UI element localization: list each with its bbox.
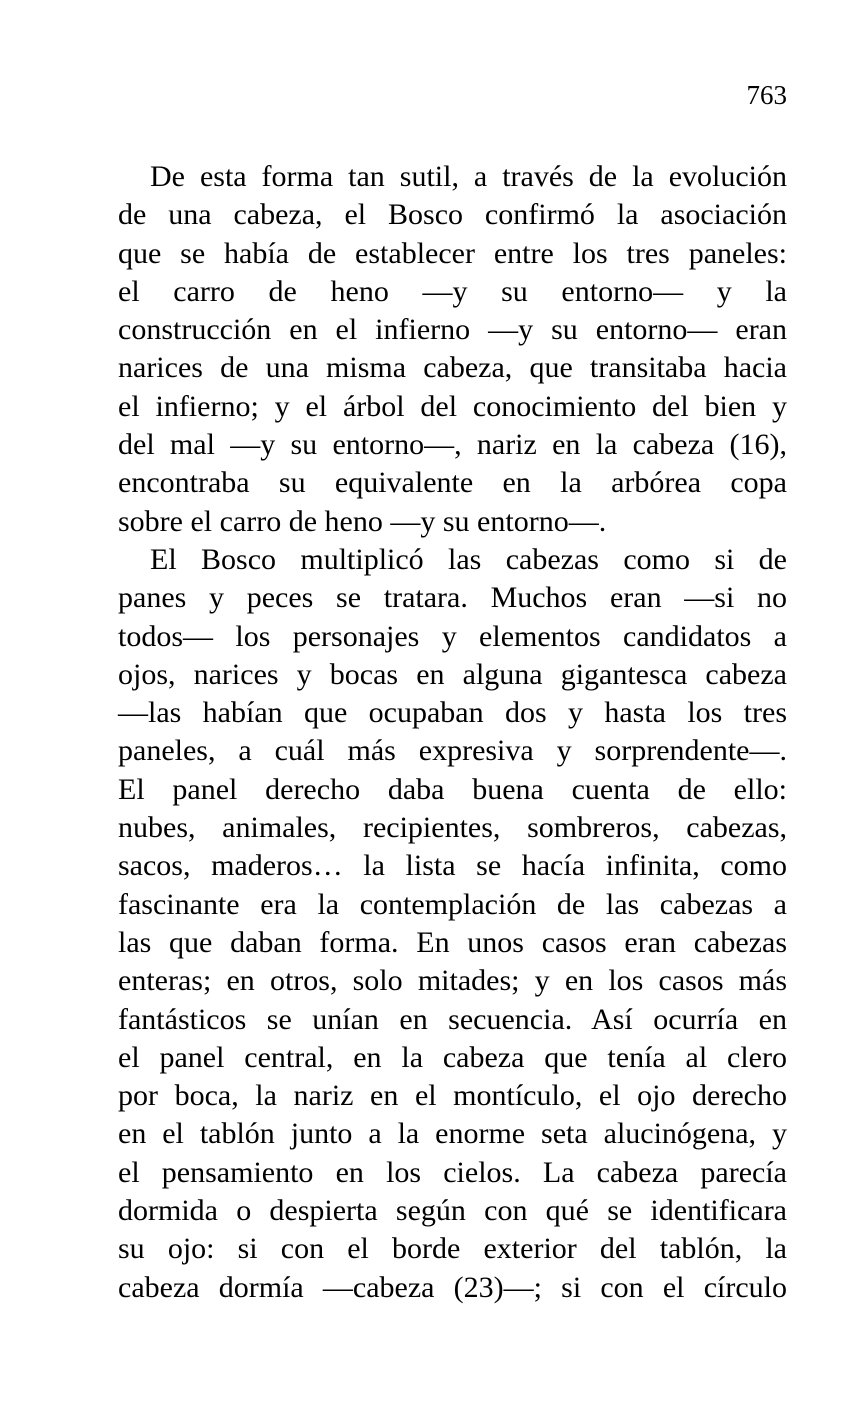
- text-line: que se había de establecer entre los tres paneles:: [118, 236, 787, 270]
- text-line: las que daban forma. En unos casos eran cabezas: [118, 925, 787, 959]
- text-line: por boca, la nariz en el montículo, el ojo derecho: [118, 1079, 787, 1113]
- text-line: el carro de heno —y su entorno— y la: [118, 274, 787, 308]
- text-line: De esta forma tan sutil, a través de la evolución: [150, 160, 787, 193]
- text-line: panes y peces se tratara. Muchos eran —si no: [118, 581, 787, 615]
- text-line: ojos, narices y bocas en alguna gigantesca cabeza: [118, 657, 787, 691]
- text-line: dormida o despierta según con qué se identificara: [118, 1194, 787, 1228]
- text-line: narices de una misma cabeza, que transitaba hacia: [118, 351, 787, 385]
- text-line: el infierno; y el árbol del conocimiento del bien y: [118, 389, 787, 423]
- text-line: sacos, maderos… la lista se hacía infinita, como: [118, 849, 787, 883]
- text-line: El Bosco multiplicó las cabezas como si de: [150, 542, 787, 576]
- text-line: del mal —y su entorno—, nariz en la cabeza (16),: [118, 428, 787, 462]
- text-line: el panel central, en la cabeza que tenía al clero: [118, 1040, 787, 1074]
- text-line: enteras; en otros, solo mitades; y en los casos más: [118, 964, 787, 998]
- text-line: El panel derecho daba buena cuenta de ello:: [118, 772, 787, 806]
- text-line: construcción en el infierno —y su entorno— eran: [118, 313, 787, 347]
- text-line: —las habían que ocupaban dos y hasta los tres: [118, 696, 787, 730]
- text-line: sobre el carro de heno —y su entorno—.: [118, 504, 607, 538]
- paragraph-2: [118, 541, 787, 1307]
- text-line: en el tablón junto a la enorme seta alucinógena, y: [118, 1117, 787, 1151]
- text-line: fascinante era la contemplación de las cabezas a: [118, 887, 787, 921]
- text-line: su ojo: si con el borde exterior del tablón, la: [118, 1232, 787, 1266]
- text-line: todos— los personajes y elementos candidatos a: [118, 619, 787, 653]
- text-line: cabeza dormía —cabeza (23)—; si con el círculo: [118, 1270, 787, 1304]
- text-line: fantásticos se unían en secuencia. Así ocurría en: [118, 1002, 787, 1036]
- text-line: nubes, animales, recipientes, sombreros, cabezas,: [118, 811, 787, 845]
- text-line: encontraba su equivalente en la arbórea copa: [118, 466, 787, 500]
- text-line: paneles, a cuál más expresiva y sorprendente—.: [118, 734, 787, 768]
- text-line: de una cabeza, el Bosco confirmó la asociación: [118, 198, 787, 232]
- body-text: [118, 158, 787, 1307]
- paragraph-1: [118, 158, 787, 541]
- text-line: el pensamiento en los cielos. La cabeza parecía: [118, 1155, 787, 1189]
- page-number: 763: [746, 80, 787, 110]
